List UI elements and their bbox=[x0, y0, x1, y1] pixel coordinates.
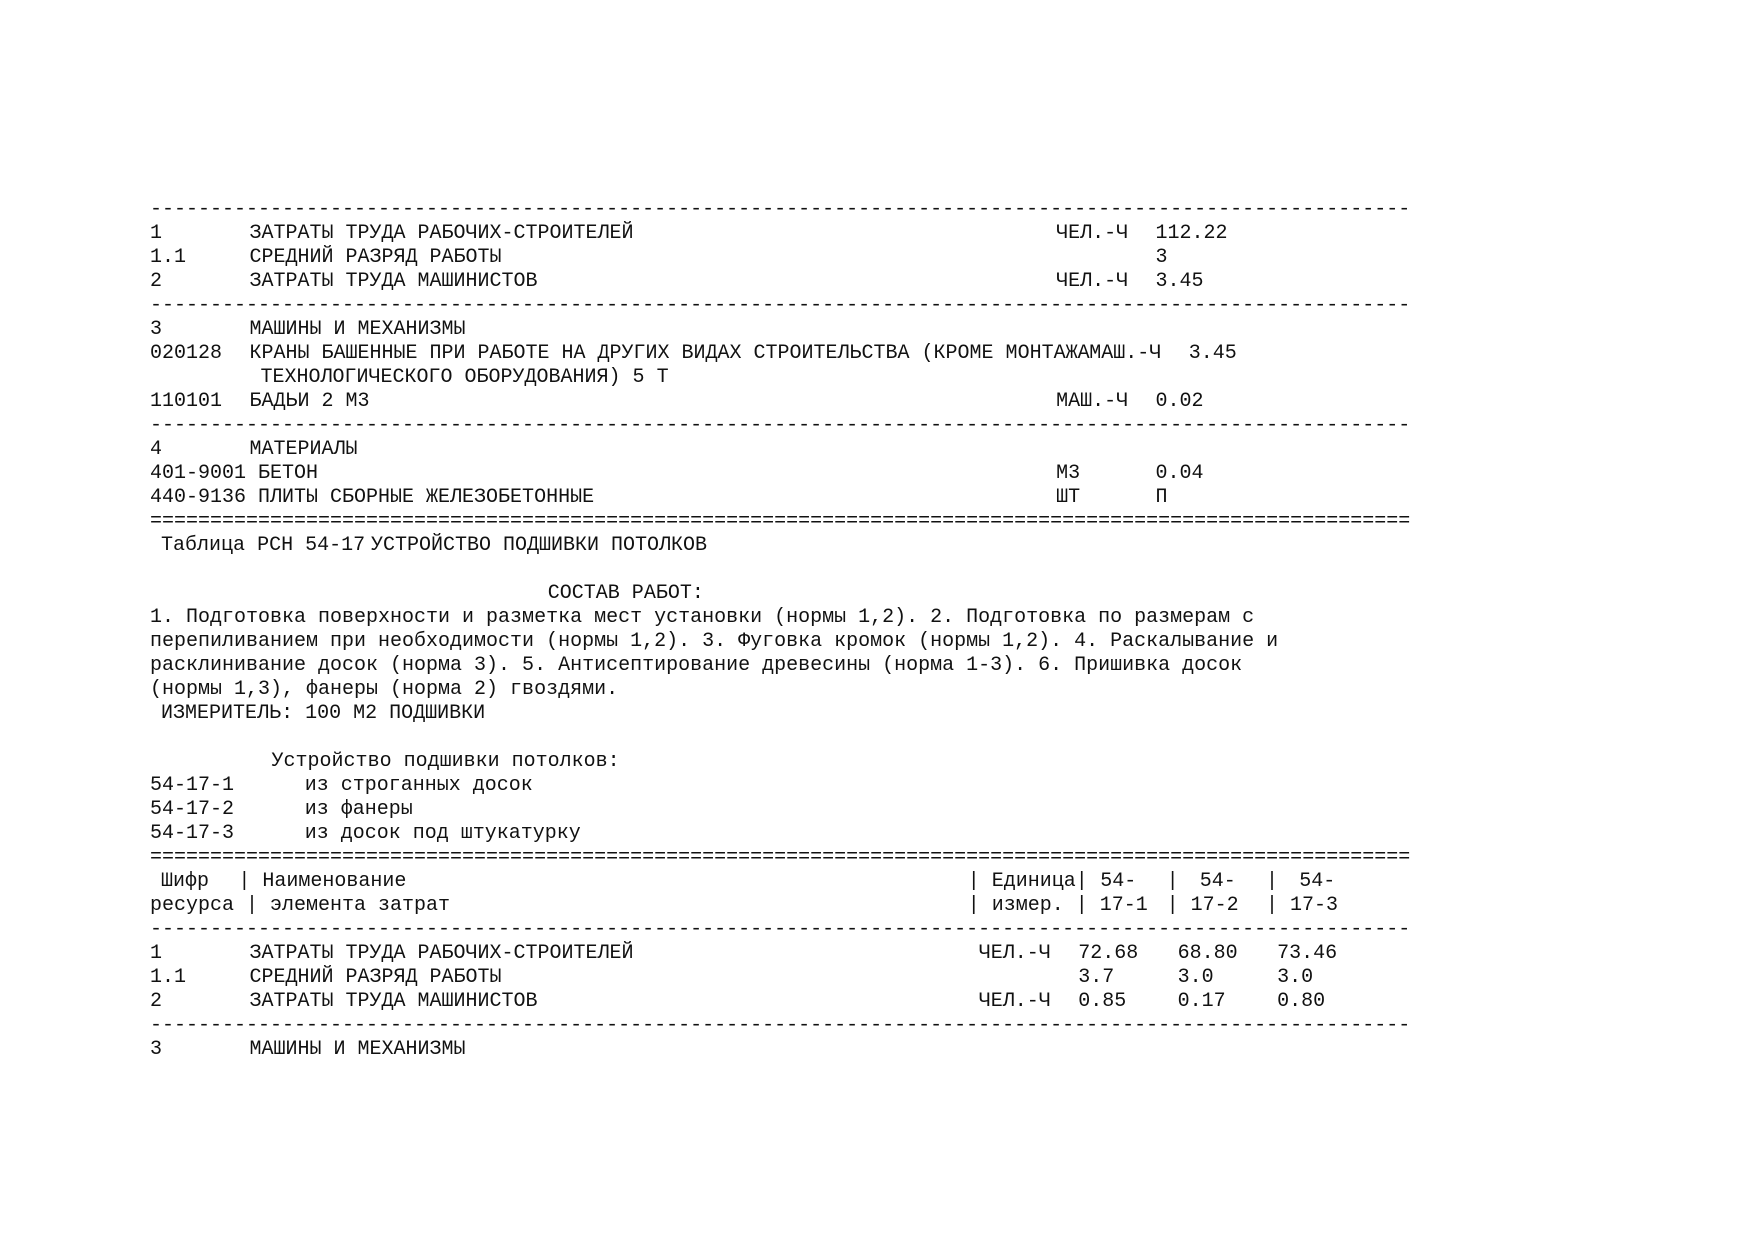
text-run: | измер. | 17-1 bbox=[967, 894, 1148, 917]
text-run: МАТЕРИАЛЫ bbox=[249, 438, 358, 461]
text-run: 1 bbox=[150, 942, 163, 965]
text-run: МАШ.-Ч bbox=[1089, 342, 1162, 365]
text-run: 0.02 bbox=[1155, 390, 1204, 413]
text-line bbox=[150, 246, 1420, 270]
text-run: | 17-2 bbox=[1166, 894, 1239, 917]
text-run: Устройство подшивки потолков: bbox=[271, 750, 620, 773]
rule-segment: --------------------------------------------------------------------------------------------------------- bbox=[150, 918, 1411, 941]
text-run: ЗАТРАТЫ ТРУДА МАШИНИСТОВ bbox=[249, 270, 538, 293]
text-run: УСТРОЙСТВО ПОДШИВКИ ПОТОЛКОВ bbox=[371, 534, 708, 557]
text-run: (нормы 1,3), фанеры (норма 2) гвоздями. bbox=[150, 678, 619, 701]
text-run: 112.22 bbox=[1155, 222, 1228, 245]
text-run: 2 bbox=[150, 990, 163, 1013]
text-line bbox=[150, 198, 1420, 222]
text-line bbox=[150, 342, 1420, 366]
text-line bbox=[150, 318, 1420, 342]
text-line bbox=[150, 414, 1420, 438]
text-run: СРЕДНИЙ РАЗРЯД РАБОТЫ bbox=[249, 246, 502, 269]
text-run: 68.80 bbox=[1177, 942, 1238, 965]
text-run: ЧЕЛ.-Ч bbox=[978, 990, 1051, 1013]
rule-segment: --------------------------------------------------------------------------------------------------------- bbox=[150, 414, 1411, 437]
text-line bbox=[150, 798, 1420, 822]
text-line bbox=[150, 822, 1420, 846]
text-line bbox=[150, 774, 1420, 798]
text-line bbox=[150, 390, 1420, 414]
text-run: 0.80 bbox=[1277, 990, 1326, 1013]
text-run: 3.0 bbox=[1277, 966, 1314, 989]
text-run: Шифр bbox=[161, 870, 210, 893]
text-run: 73.46 bbox=[1277, 942, 1338, 965]
text-run: | bbox=[1166, 870, 1179, 893]
text-line bbox=[150, 294, 1420, 318]
text-run: П bbox=[1155, 486, 1168, 509]
text-line bbox=[150, 630, 1420, 654]
text-run: из досок под штукатурку bbox=[304, 822, 581, 845]
rule-segment: --------------------------------------------------------------------------------------------------------- bbox=[150, 1014, 1411, 1037]
text-run: 110101 bbox=[150, 390, 223, 413]
text-run: из фанеры bbox=[304, 798, 413, 821]
text-run: 54-17-1 bbox=[150, 774, 235, 797]
rule-segment: ========================================================================================================= bbox=[150, 846, 1411, 869]
text-run: 0.04 bbox=[1155, 462, 1204, 485]
text-run: из строганных досок bbox=[304, 774, 533, 797]
text-run: 3 bbox=[1155, 246, 1168, 269]
text-run: 020128 bbox=[150, 342, 223, 365]
text-run: 54-17-2 bbox=[150, 798, 235, 821]
text-line bbox=[150, 462, 1420, 486]
text-run: 1 bbox=[150, 222, 163, 245]
text-line bbox=[150, 870, 1420, 894]
text-run: 72.68 bbox=[1078, 942, 1139, 965]
text-run: перепиливанием при необходимости (нормы 1,2). 3. Фуговка кромок (нормы 1,2). 4. Раскалывание и bbox=[150, 630, 1279, 653]
text-line bbox=[150, 750, 1420, 774]
text-run: 54-17-3 bbox=[150, 822, 235, 845]
text-run: МАШ.-Ч bbox=[1056, 390, 1129, 413]
text-run: КРАНЫ БАШЕННЫЕ ПРИ РАБОТЕ НА ДРУГИХ ВИДАХ СТРОИТЕЛЬСТВА (КРОМЕ МОНТАЖА bbox=[249, 342, 1090, 365]
text-run: ЗАТРАТЫ ТРУДА МАШИНИСТОВ bbox=[249, 990, 538, 1013]
text-run: 1.1 bbox=[150, 246, 187, 269]
text-run: | Единица| bbox=[967, 870, 1088, 893]
rule-segment: --------------------------------------------------------------------------------------------------------- bbox=[150, 198, 1411, 221]
text-run: 3.0 bbox=[1177, 966, 1214, 989]
text-line bbox=[150, 654, 1420, 678]
document-page bbox=[150, 198, 1420, 1062]
text-run: М3 bbox=[1056, 462, 1081, 485]
text-line bbox=[150, 942, 1420, 966]
text-run: 4 bbox=[150, 438, 163, 461]
text-run: ШТ bbox=[1056, 486, 1081, 509]
text-run: 0.85 bbox=[1078, 990, 1127, 1013]
text-run: | Наименование bbox=[238, 870, 407, 893]
text-run: ТЕХНОЛОГИЧЕСКОГО ОБОРУДОВАНИЯ) 5 Т bbox=[260, 366, 669, 389]
text-run: МАШИНЫ И МЕХАНИЗМЫ bbox=[249, 1038, 466, 1061]
text-line bbox=[150, 726, 1420, 750]
text-run: Таблица РСН 54-17 bbox=[161, 534, 366, 557]
text-line bbox=[150, 438, 1420, 462]
text-line bbox=[150, 510, 1420, 534]
text-run: | 17-3 bbox=[1266, 894, 1339, 917]
text-run: 3 bbox=[150, 318, 163, 341]
text-run: ИЗМЕРИТЕЛЬ: 100 М2 ПОДШИВКИ bbox=[161, 702, 486, 725]
text-line bbox=[150, 894, 1420, 918]
text-run: ЗАТРАТЫ ТРУДА РАБОЧИХ-СТРОИТЕЛЕЙ bbox=[249, 222, 634, 245]
text-run: | bbox=[1266, 870, 1279, 893]
text-run: 1. Подготовка поверхности и разметка мест установки (нормы 1,2). 2. Подготовка по размерам с bbox=[150, 606, 1255, 629]
rule-segment: --------------------------------------------------------------------------------------------------------- bbox=[150, 294, 1411, 317]
text-line bbox=[150, 1014, 1420, 1038]
text-run: 3.7 bbox=[1078, 966, 1115, 989]
text-run: ЧЕЛ.-Ч bbox=[978, 942, 1051, 965]
text-run: 1.1 bbox=[150, 966, 187, 989]
text-run: БАДЬИ 2 М3 bbox=[249, 390, 370, 413]
text-line bbox=[150, 678, 1420, 702]
text-run: СРЕДНИЙ РАЗРЯД РАБОТЫ bbox=[249, 966, 502, 989]
rule-segment: ========================================================================================================= bbox=[150, 510, 1411, 533]
text-run: 3.45 bbox=[1155, 270, 1204, 293]
text-run: 54- bbox=[1199, 870, 1236, 893]
text-run: 54- bbox=[1100, 870, 1137, 893]
text-run: 0.17 bbox=[1177, 990, 1226, 1013]
text-line bbox=[150, 990, 1420, 1014]
text-run: 401-9001 БЕТОН bbox=[150, 462, 319, 485]
text-run: МАШИНЫ И МЕХАНИЗМЫ bbox=[249, 318, 466, 341]
text-line bbox=[150, 606, 1420, 630]
text-run: 54- bbox=[1299, 870, 1336, 893]
text-line bbox=[150, 582, 1420, 606]
text-run: ЗАТРАТЫ ТРУДА РАБОЧИХ-СТРОИТЕЛЕЙ bbox=[249, 942, 634, 965]
text-line bbox=[150, 270, 1420, 294]
text-line bbox=[150, 1038, 1420, 1062]
text-run: 2 bbox=[150, 270, 163, 293]
text-line bbox=[150, 846, 1420, 870]
text-run: 3 bbox=[150, 1038, 163, 1061]
text-line bbox=[150, 222, 1420, 246]
text-line bbox=[150, 558, 1420, 582]
text-line bbox=[150, 534, 1420, 558]
text-run: ресурса | элемента затрат bbox=[150, 894, 451, 917]
text-run: СОСТАВ РАБОТ: bbox=[547, 582, 704, 605]
text-run: ЧЕЛ.-Ч bbox=[1056, 270, 1129, 293]
text-line bbox=[150, 966, 1420, 990]
text-line bbox=[150, 486, 1420, 510]
text-run: ЧЕЛ.-Ч bbox=[1056, 222, 1129, 245]
text-run: 440-9136 ПЛИТЫ СБОРНЫЕ ЖЕЛЕЗОБЕТОННЫЕ bbox=[150, 486, 595, 509]
text-run: расклинивание досок (норма 3). 5. Антисептирование древесины (норма 1-3). 6. Пришивка досок bbox=[150, 654, 1243, 677]
text-line bbox=[150, 366, 1420, 390]
text-line bbox=[150, 702, 1420, 726]
text-line bbox=[150, 918, 1420, 942]
text-run: 3.45 bbox=[1188, 342, 1237, 365]
